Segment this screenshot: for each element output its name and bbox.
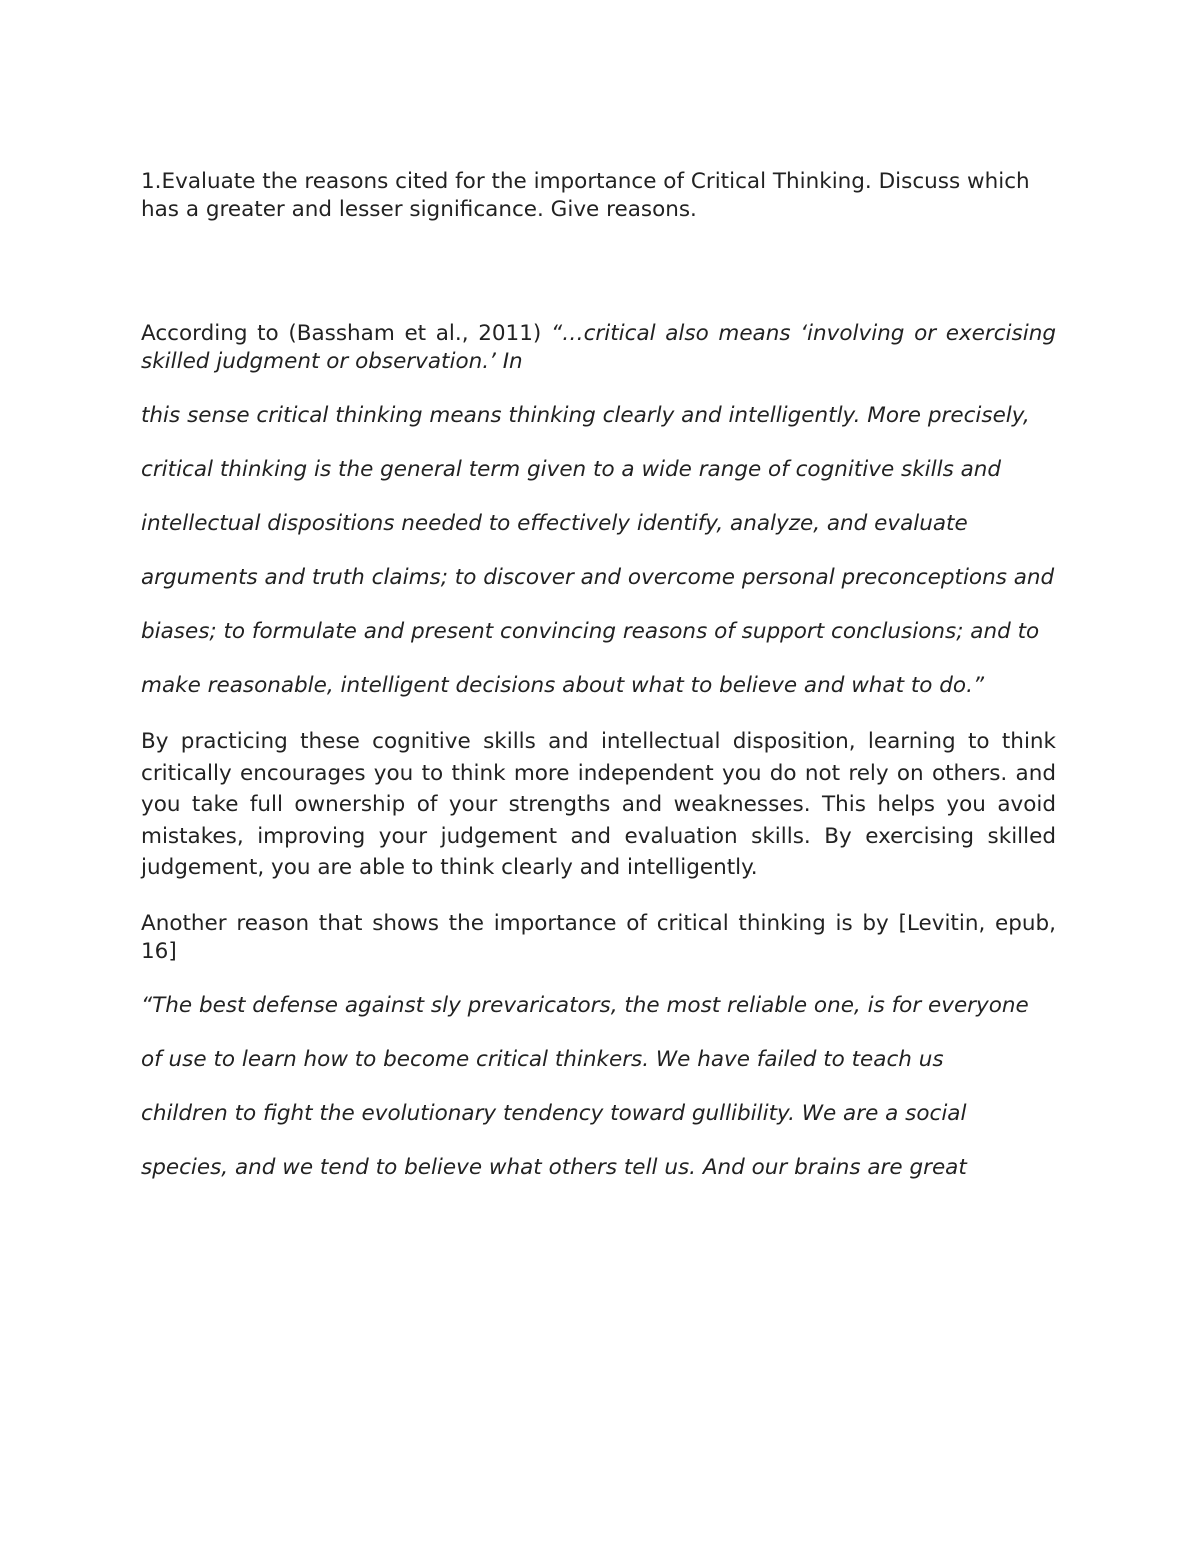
quote-line: children to fight the evolutionary tendency toward gullibility. We are a social <box>141 1100 967 1126</box>
quote-line: intellectual dispositions needed to effectively identify, analyze, and evaluate <box>141 511 968 536</box>
spacer <box>141 224 1056 320</box>
quote-line: of use to learn how to become critical thinkers. We have failed to teach us <box>141 1046 944 1072</box>
quote-line: this sense critical thinking means thinking clearly and intelligently. More precisely, <box>141 403 1030 428</box>
paragraph-practicing: By practicing these cognitive skills and intellectual disposition, learning to think critically encourages you to think more independent you do not rely on others. and you take full ownership of your strengths and weaknesses. This helps you avoid mistakes, improving your judgement and evaluation skills. By exercising skilled judgement, you are able to think clearly and intelligently. <box>141 729 1056 880</box>
quote-line: biases; to formulate and present convincing reasons of support conclusions; and to <box>141 619 1040 644</box>
paragraph-levitin-intro: Another reason that shows the importance of critical thinking is by [Levitin, epub, 16] <box>141 910 1056 964</box>
citation-lead: According to (Bassham et al., 2011) <box>141 321 551 346</box>
quote-start: “…critical also means ‘involving or exercising skilled judgment or observation.’ In <box>141 321 1056 374</box>
quote-line: arguments and truth claims; to discover and overcome personal preconceptions and <box>141 565 1055 590</box>
quote-line: “The best defense against sly prevaricators, the most reliable one, is for everyone <box>141 992 1029 1018</box>
question-heading: 1.Evaluate the reasons cited for the importance of Critical Thinking. Discuss which has a greater and lesser significance. Give reasons. <box>141 169 1030 222</box>
paragraph-bassham-intro <box>141 320 1056 376</box>
quote-line: critical thinking is the general term given to a wide range of cognitive skills and <box>141 457 1002 482</box>
quote-line: species, and we tend to believe what others tell us. And our brains are great <box>141 1154 967 1180</box>
quote-line: make reasonable, intelligent decisions about what to believe and what to do.” <box>141 673 985 698</box>
document-body <box>141 168 1056 1208</box>
